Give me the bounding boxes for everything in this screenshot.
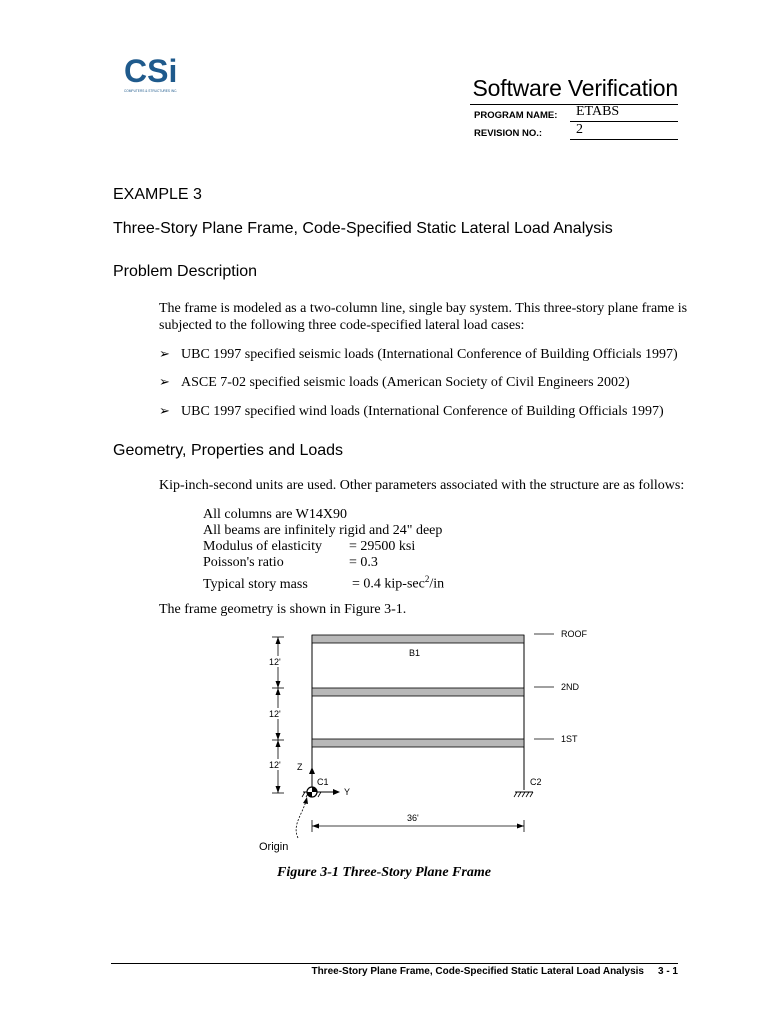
property-beams: All beams are infinitely rigid and 24" deep: [203, 523, 443, 538]
beam-1st: [312, 739, 524, 747]
axis-y-arrow-icon: [333, 789, 340, 795]
property-modulus: [203, 539, 444, 555]
geometry-paragraph: The frame geometry is shown in Figure 3-1.: [159, 602, 407, 617]
support-hatch: [514, 792, 533, 797]
footer: [111, 966, 678, 977]
beam-roof: [312, 635, 524, 643]
column-label-c1: C1: [317, 777, 329, 787]
problem-paragraph: The frame is modeled as a two-column line, single bay system. This three-story plane frame is subjected to the following three code-specified lateral load cases:: [159, 301, 688, 333]
property-value: = 0.3: [349, 555, 378, 570]
footer-title: Three-Story Plane Frame, Code-Specified Static Lateral Load Analysis: [311, 966, 644, 977]
story-height-label: 12': [269, 657, 281, 667]
property-label: Modulus of elasticity: [203, 539, 322, 554]
program-name-label: PROGRAM NAME:: [474, 110, 558, 121]
axis-z-arrow-icon: [309, 767, 315, 774]
load-case-text: UBC 1997 specified wind loads (International Conference of Building Officials 1997): [181, 404, 664, 419]
property-poisson: [203, 555, 444, 571]
header-rule: [470, 104, 678, 105]
story-height-label: 12': [269, 709, 281, 719]
property-label: Poisson's ratio: [203, 555, 284, 570]
properties-list: [203, 507, 444, 593]
example-title: EXAMPLE 3: [113, 186, 202, 203]
revision-underline: [570, 139, 678, 140]
property-unit: /in: [429, 576, 445, 592]
story-height-label: 12': [269, 760, 281, 770]
level-label-roof: ROOF: [561, 629, 587, 639]
load-case-item: [159, 403, 664, 420]
property-mass: [203, 571, 444, 593]
problem-description-heading: Problem Description: [113, 263, 258, 280]
program-name-value: ETABS: [576, 104, 620, 119]
logo-tagline: COMPUTERS & STRUCTURES INC.: [124, 89, 178, 93]
units-paragraph: Kip-inch-second units are used. Other parameters associated with the structure are as follows:: [159, 478, 685, 493]
load-case-item: [159, 374, 630, 391]
bullet-arrow-icon: ➢: [159, 346, 170, 361]
level-label-2nd: 2ND: [561, 682, 580, 692]
csi-logo: [122, 52, 182, 98]
bullet-arrow-icon: ➢: [159, 403, 170, 418]
frame-figure: [250, 625, 600, 860]
axis-y-label: Y: [344, 787, 351, 797]
load-case-text: UBC 1997 specified seismic loads (International Conference of Building Officials 1997): [181, 347, 678, 362]
property-value: = 0.4 kip-sec: [352, 576, 425, 592]
geometry-heading: Geometry, Properties and Loads: [113, 442, 344, 459]
revision-label: REVISION NO.:: [474, 128, 543, 139]
document-header-title: Software Verification: [472, 75, 678, 101]
origin-leader: [296, 801, 306, 838]
logo-text: CSi: [124, 53, 178, 89]
load-case-item: [159, 346, 678, 363]
property-label: Typical story mass: [203, 576, 308, 592]
beam-2nd: [312, 688, 524, 696]
program-name-underline: [570, 121, 678, 122]
figure-caption: Figure 3-1 Three-Story Plane Frame: [277, 865, 491, 880]
footer-rule: [111, 963, 678, 964]
bay-width-label: 36': [407, 813, 419, 823]
page-number: 3 - 1: [657, 966, 678, 977]
revision-value: 2: [576, 122, 583, 137]
bullet-arrow-icon: ➢: [159, 374, 170, 389]
column-label-c2: C2: [530, 777, 542, 787]
origin-label: Origin: [259, 841, 289, 853]
property-columns: All columns are W14X90: [203, 507, 347, 522]
beam-label: B1: [409, 648, 421, 658]
origin-leader-arrow-icon: [303, 797, 308, 804]
level-label-1st: 1ST: [561, 734, 578, 744]
example-subtitle: Three-Story Plane Frame, Code-Specified Static Lateral Load Analysis: [113, 220, 613, 237]
axis-z-label: Z: [297, 762, 303, 772]
load-case-text: ASCE 7-02 specified seismic loads (American Society of Civil Engineers 2002): [181, 375, 630, 390]
property-value: = 29500 ksi: [349, 539, 416, 554]
property-exponent: 2: [424, 574, 430, 584]
